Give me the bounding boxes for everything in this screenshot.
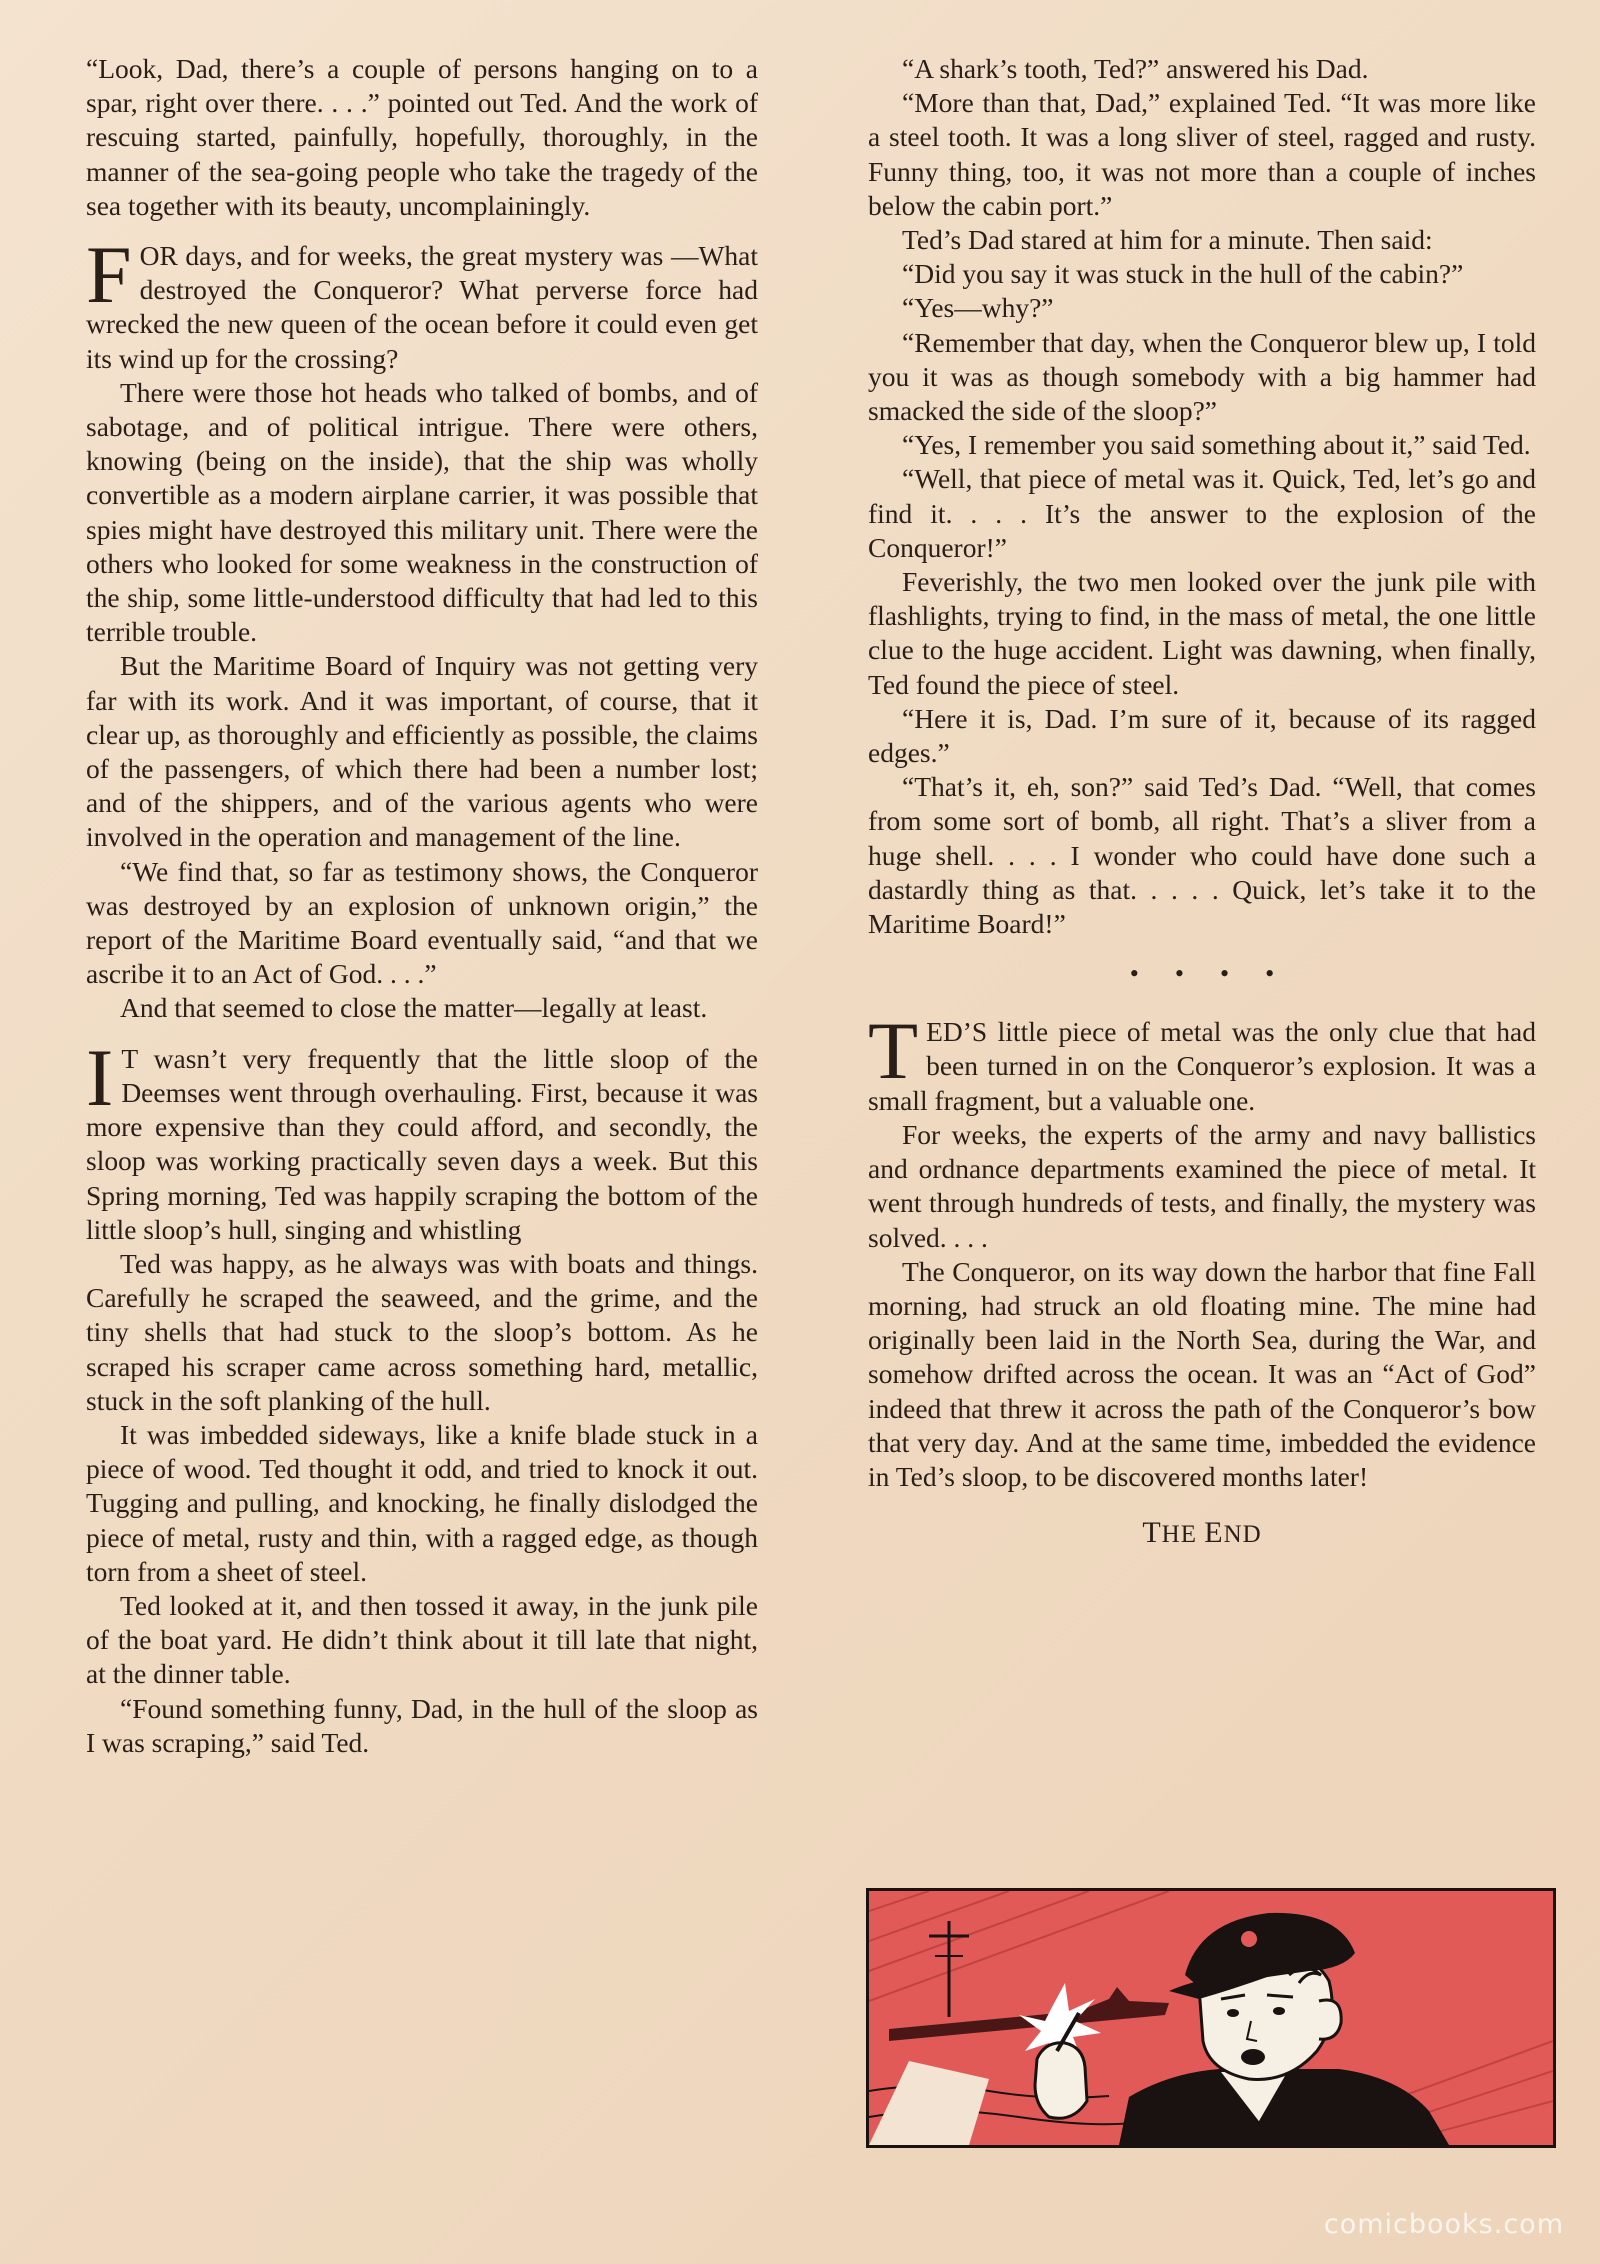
paragraph: The Conqueror, on its way down the harbor that fine Fall morning, had struck an old floating mine. The mine had originally been laid in the North Sea, during the War, and somehow drifted across the ocean. It was an “Act of God” indeed that threw it across the path of the Conqueror’s bow that very day. And at the same time, imbedded the evidence in Ted’s sloop, to be discovered months later! [868,1255,1536,1492]
left-text-column [86,52,758,1760]
right-text-column [868,52,1536,1552]
bullet-ornament: • [1220,959,1230,989]
bullet-ornament: • [1129,959,1139,989]
paragraph-text: ED’S little piece of metal was the only clue that had been turned in on the Conqueror’s explosion. It was a small fragment, but a valuable one. [868,1016,1536,1116]
sailor-illustration-panel [866,1888,1556,2148]
paragraph-dropcap [86,229,758,376]
paragraph: “A shark’s tooth, Ted?” answered his Dad. [902,53,1369,84]
paragraph: It was imbedded sideways, like a knife blade stuck in a piece of wood. Ted thought it odd, and tried to knock it out. Tugging and pulling, and knocking, he finally dislodged the piece of metal, rusty and thin, with a ragged edge, as though torn from a sheet of steel. [86,1418,758,1587]
paragraph: “Here it is, Dad. I’m sure of it, because of its ragged edges.” [868,702,1536,769]
paragraph: For weeks, the experts of the army and navy ballistics and ordnance departments examined the piece of metal. It went through hundreds of tests, and finally, the mystery was solved. . . . [868,1118,1536,1253]
paragraph: Ted’s Dad stared at him for a minute. Then said: [902,224,1433,256]
paragraph: Feverishly, the two men looked over the junk pile with flashlights, trying to find, in the mass of metal, the one little clue to the huge accident. Light was dawning, when finally, Ted found the piece of steel. [868,566,1536,700]
paragraph: But the Maritime Board of Inquiry was not getting very far with its work. And it was important, of course, that it clear up, as thoroughly and efficiently as possible, the claims of the passengers, of which there had been a number lost; and of the shippers, and of the various agents who were involved in the operation and management of the line. [86,650,758,853]
paragraph-dropcap [868,1005,1536,1118]
drop-cap: I [86,1031,114,1123]
paragraph: “That’s it, eh, son?” said Ted’s Dad. “Well, that comes from some sort of bomb, all right. That’s a sliver from a huge shell. . . . I wonder who could have done such a dastardly thing as that. . . . . Quick, let’s take it to the Maritime Board!” [868,771,1536,940]
paragraph-dropcap [86,1031,758,1247]
paragraph: “Look, Dad, there’s a couple of persons hanging on to a spar, right over there. . . .” pointed out Ted. And the work of rescuing started, painfully, hopefully, thoroughly, in the manner of the sea-going people who take the tragedy of the sea together with its beauty, uncomplainingly. [86,53,758,221]
paragraph: And that seemed to close the matter—legally at least. [120,992,708,1024]
paragraph: “We find that, so far as testimony shows, the Conqueror was destroyed by an explosion of unknown origin,” the report of the Maritime Board eventually said, “and that we ascribe it to an Act of God. . . .” [86,855,758,990]
watermark: comicbooks.com [1323,2209,1564,2240]
paragraph: “More than that, Dad,” explained Ted. “It was more like a steel tooth. It was a long sliver of steel, ragged and rusty. Funny thing, too, it was not more than a couple of inches below the cabin port.” [868,87,1536,221]
paragraph: “Yes—why?” [902,292,1054,324]
paragraph: “Did you say it was stuck in the hull of the cabin?” [902,258,1464,290]
paragraph-text: OR days, and for weeks, the great mystery was —What destroyed the Conqueror? What perverse force had wrecked the new queen of the ocean before it could even get its wind up for the crossing? [86,240,758,374]
paragraph: There were those hot heads who talked of bombs, and of sabotage, and of political intrigue. There were others, knowing (being on the inside), that the ship was wholly convertible as a modern airplane carrier, it was possible that spies might have destroyed this military unit. There were the others who looked for some weakness in the construction of the ship, some little-understood difficulty that had led to this terrible trouble. [86,376,758,648]
paragraph: Ted looked at it, and then tossed it away, in the junk pile of the boat yard. He didn’t think about it till late that night, at the dinner table. [86,1589,758,1690]
bullet-ornament: • [1265,959,1275,989]
paragraph: Ted was happy, as he always was with boats and things. Carefully he scraped the seaweed, and the grime, and the tiny shells that had stuck to the sloop’s bottom. As he scraped his scraper came across something hard, metallic, stuck in the soft planking of the hull. [86,1247,758,1416]
paragraph-text: T wasn’t very frequently that the little sloop of the Deemses went through overhauling. First, because it was more expensive than they could afford, and secondly, the sloop was working practically seven days a week. But this Spring morning, Ted was happily scraping the bottom of the little sloop’s hull, singing and whistling [86,1042,758,1245]
bullet-ornament: • [1174,959,1184,989]
drop-cap: T [868,1005,919,1097]
the-end-label: THE END [1142,1516,1262,1550]
paragraph: “Found something funny, Dad, in the hull of the sloop as I was scraping,” said Ted. [86,1692,758,1758]
paragraph: “Yes, I remember you said something about it,” said Ted. [902,429,1531,461]
paragraph: “Remember that day, when the Conqueror blew up, I told you it was as though somebody with a big hammer had smacked the side of the sloop?” [868,326,1536,427]
paragraph: “Well, that piece of metal was it. Quick, Ted, let’s go and find it. . . . It’s the answer to the explosion of the Conqueror!” [868,463,1536,563]
sailor-holding-metal-fragment-icon [869,1891,1553,2145]
section-break [868,961,1536,987]
drop-cap: F [86,229,132,321]
